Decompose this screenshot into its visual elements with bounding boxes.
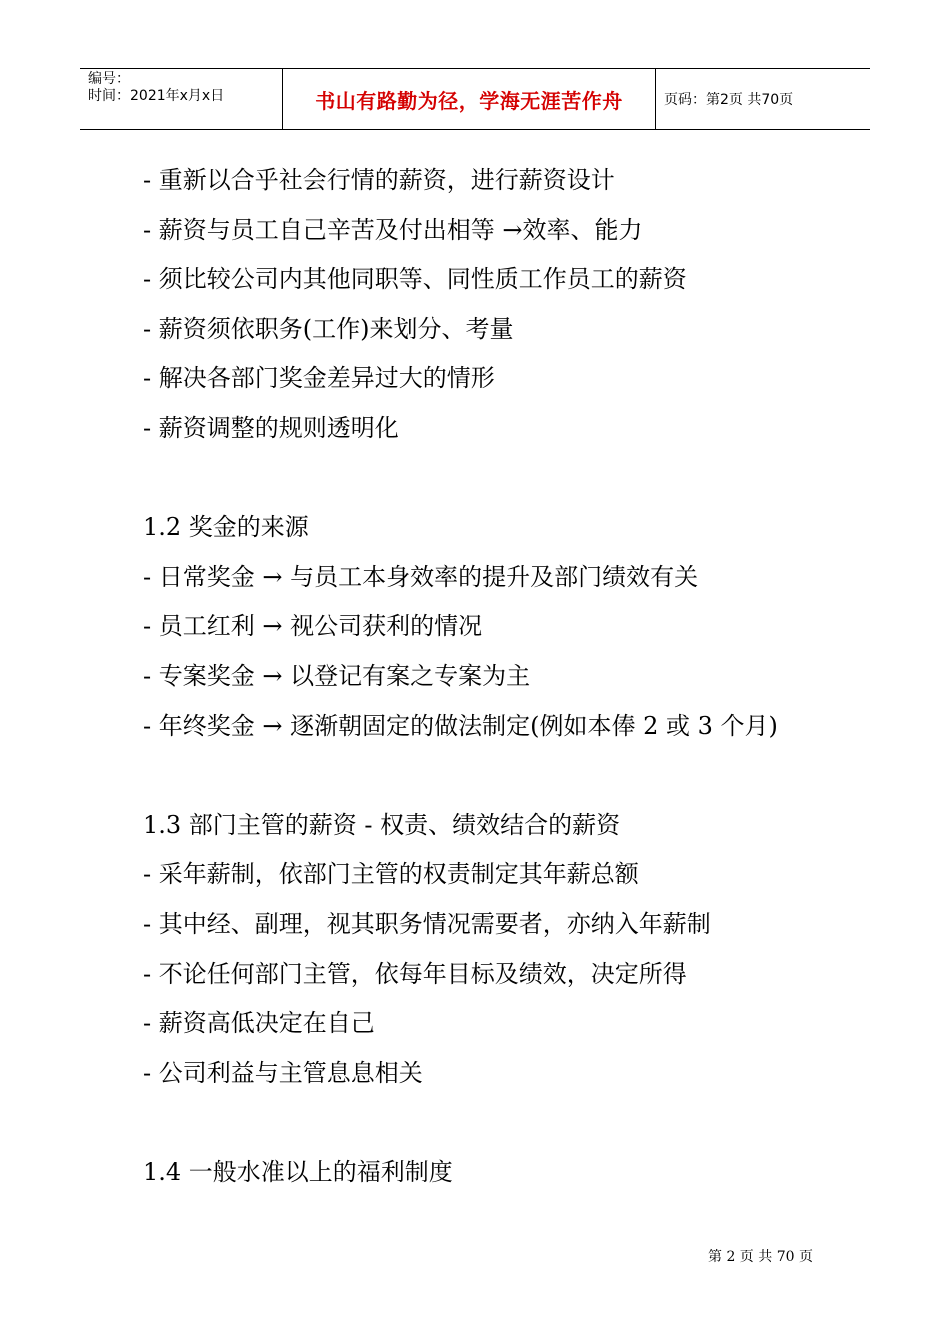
body-line: - 须比较公司内其他同职等、同性质工作员工的薪资 xyxy=(143,265,687,294)
page-footer: 第 2 页 共 70 页 xyxy=(708,1249,813,1265)
document-number-label: 编号： xyxy=(88,71,130,87)
body-line: - 薪资调整的规则透明化 xyxy=(143,413,399,442)
blank-line xyxy=(143,751,843,801)
blank-line xyxy=(143,1098,843,1148)
body-line: - 其中经、副理，视其职务情况需要者，亦纳入年薪制 xyxy=(143,909,711,938)
document-body xyxy=(143,156,843,1197)
section-heading: 1.4 一般水准以上的福利制度 xyxy=(143,1157,453,1186)
body-line: - 采年薪制，依部门主管的权责制定其年薪总额 xyxy=(143,860,639,889)
body-line: - 公司利益与主管息息相关 xyxy=(143,1058,423,1087)
body-line: - 日常奖金 → 与员工本身效率的提升及部门绩效有关 xyxy=(143,562,699,591)
header-motto: 书山有路勤为径，学海无涯苦作舟 xyxy=(282,69,656,129)
document-time-label: 时间：2021年x月x日 xyxy=(88,88,225,104)
body-line: - 重新以合乎社会行情的薪资，进行薪资设计 xyxy=(143,166,615,194)
body-line: - 薪资须依职务(工作)来划分、考量 xyxy=(143,314,514,343)
body-line: - 专案奖金 → 以登记有案之专案为主 xyxy=(143,661,531,690)
body-line: - 薪资高低决定在自己 xyxy=(143,1009,375,1038)
page-header xyxy=(80,68,870,130)
header-meta xyxy=(80,69,282,129)
body-line: - 员工红利 → 视公司获利的情况 xyxy=(143,612,483,641)
section-heading: 1.3 部门主管的薪资 - 权责、绩效结合的薪资 xyxy=(143,810,621,839)
blank-line xyxy=(143,454,843,504)
header-page-number: 页码：第2页 共70页 xyxy=(664,92,794,108)
body-line: - 薪资与员工自己辛苦及付出相等 →效率、能力 xyxy=(143,215,643,244)
body-line: - 年终奖金 → 逐渐朝固定的做法制定(例如本俸 2 或 3 个月) xyxy=(143,711,778,740)
section-heading: 1.2 奖金的来源 xyxy=(143,513,309,542)
body-line: - 不论任何部门主管，依每年目标及绩效，决定所得 xyxy=(143,959,687,988)
body-line: - 解决各部门奖金差异过大的情形 xyxy=(143,364,495,393)
